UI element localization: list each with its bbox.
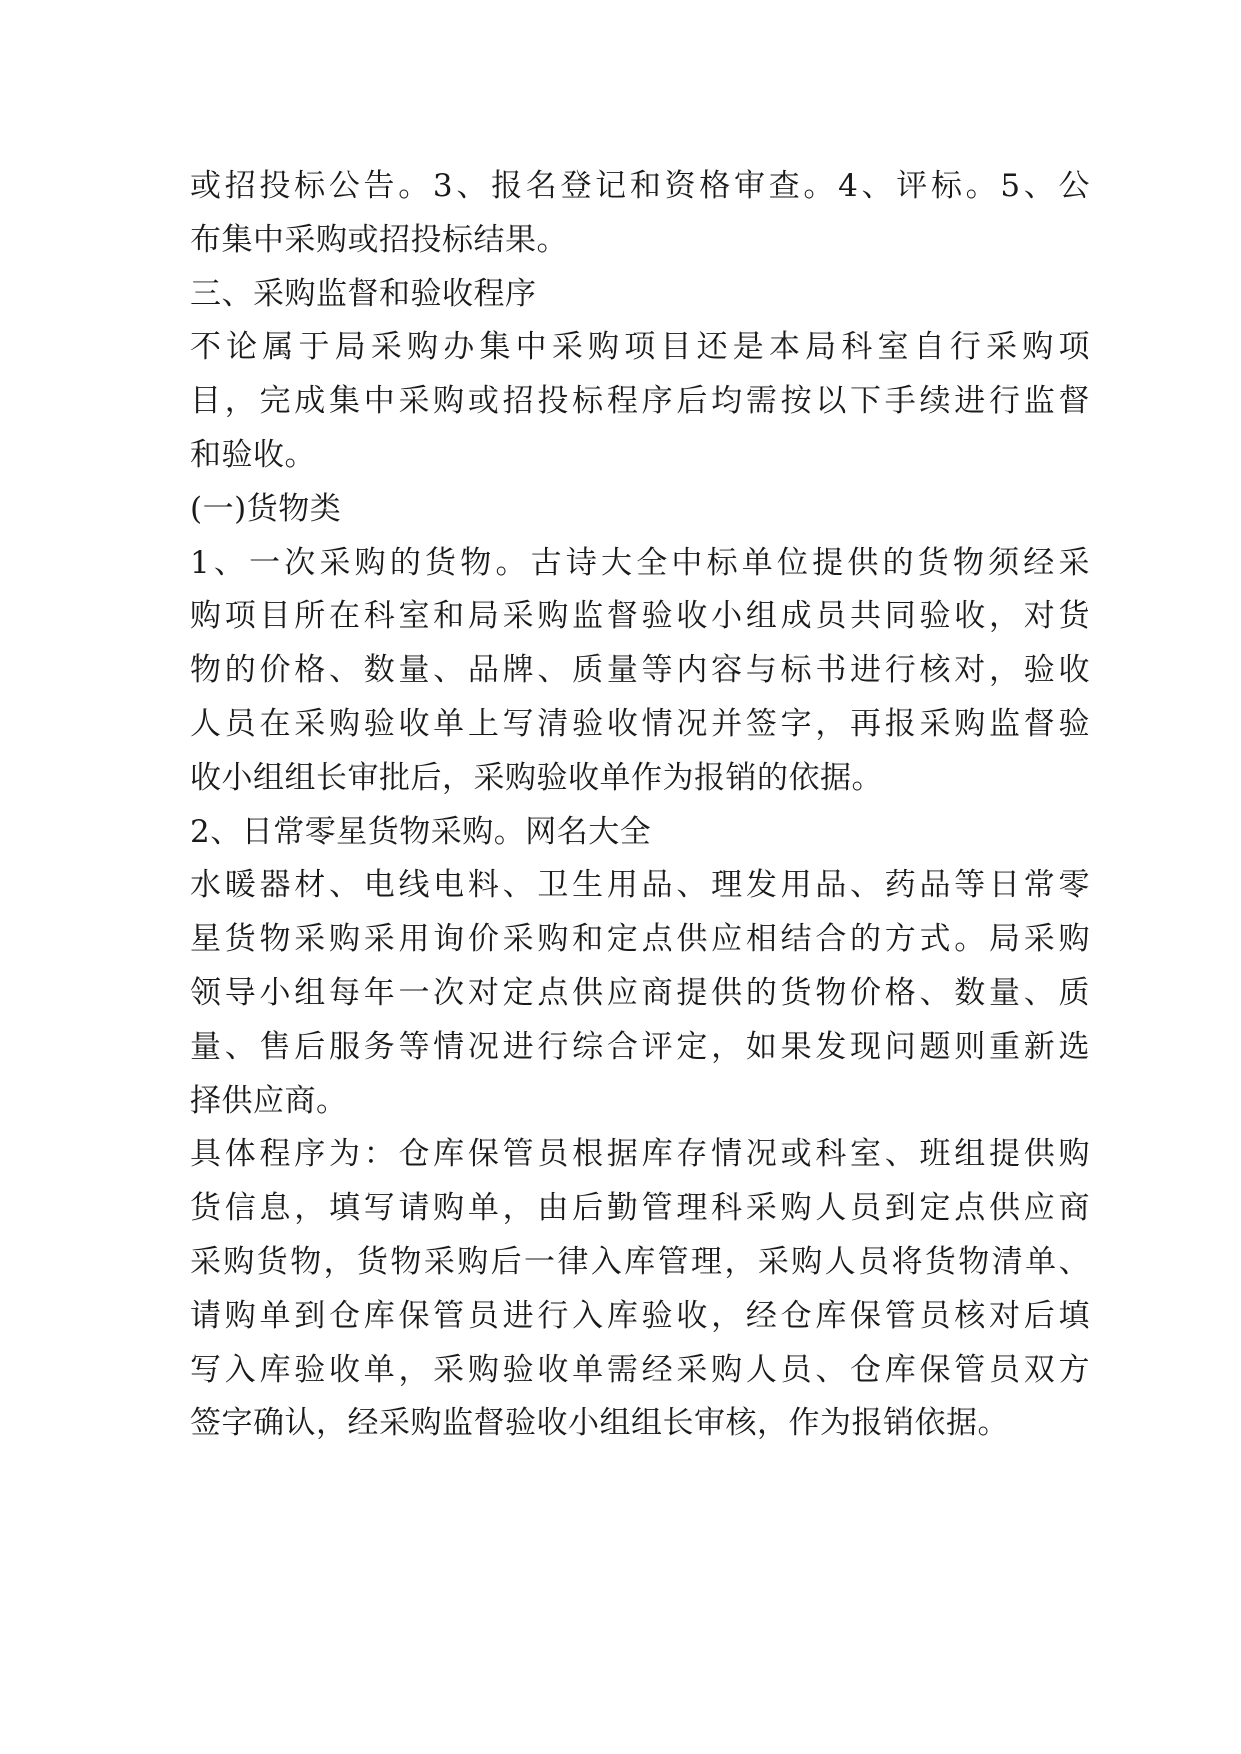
text-line: 量、售后服务等情况进行综合评定，如果发现问题则重新选 (190, 1028, 1090, 1065)
text-line: 和验收。 (190, 436, 316, 473)
paragraph-daily-purchase (190, 859, 1090, 1128)
text-line: 人员在采购验收单上写清验收情况并签字，再报采购监督验 (190, 705, 1090, 742)
text-line: 布集中采购或招投标结果。 (190, 221, 568, 258)
subheading-goods (190, 483, 1090, 537)
text-line: 领导小组每年一次对定点供应商提供的货物价格、数量、质 (190, 974, 1090, 1011)
text-line: 目，完成集中采购或招投标程序后均需按以下手续进行监督 (190, 383, 1090, 420)
section-title: 三、采购监督和验收程序 (190, 275, 537, 312)
paragraph-tender-notice (190, 160, 1090, 268)
text-line: 水暖器材、电线电料、卫生用品、理发用品、药品等日常零 (190, 867, 1090, 904)
paragraph-supervision-intro (190, 321, 1090, 482)
subsection-title: (一)货物类 (190, 490, 342, 527)
text-line: 写入库验收单，采购验收单需经采购人员、仓库保管员双方 (190, 1351, 1090, 1388)
text-line: 请购单到仓库保管员进行入库验收，经仓库保管员核对后填 (190, 1297, 1090, 1334)
text-line: 货信息，填写请购单，由后勤管理科采购人员到定点供应商 (190, 1190, 1090, 1227)
text-line: 物的价格、数量、品牌、质量等内容与标书进行核对，验收 (190, 652, 1090, 689)
document-body (190, 160, 1090, 1451)
paragraph-one-time-purchase (190, 537, 1090, 806)
text-line: 收小组组长审批后，采购验收单作为报销的依据。 (190, 759, 883, 796)
text-line: 购项目所在科室和局采购监督验收小组成员共同验收，对货 (190, 598, 1090, 635)
text-line: 签字确认，经采购监督验收小组组长审核，作为报销依据。 (190, 1405, 1009, 1442)
text-line: 星货物采购采用询价采购和定点供应相结合的方式。局采购 (190, 921, 1090, 958)
text-line: 或招投标公告。3、报名登记和资格审查。4、评标。5、公 (190, 168, 1090, 204)
text-line: 择供应商。 (190, 1082, 348, 1119)
subsection-title: 2、日常零星货物采购。网名大全 (190, 813, 652, 850)
text-line: 采购货物，货物采购后一律入库管理，采购人员将货物清单、 (190, 1243, 1090, 1280)
text-line: 具体程序为：仓库保管员根据库存情况或科室、班组提供购 (190, 1136, 1090, 1173)
subheading-daily-purchase (190, 806, 1090, 860)
section-heading-supervision (190, 268, 1090, 322)
text-line: 不论属于局采购办集中采购项目还是本局科室自行采购项 (190, 329, 1090, 366)
text-line: 1、一次采购的货物。古诗大全中标单位提供的货物须经采 (190, 544, 1090, 581)
paragraph-procedure (190, 1128, 1090, 1451)
